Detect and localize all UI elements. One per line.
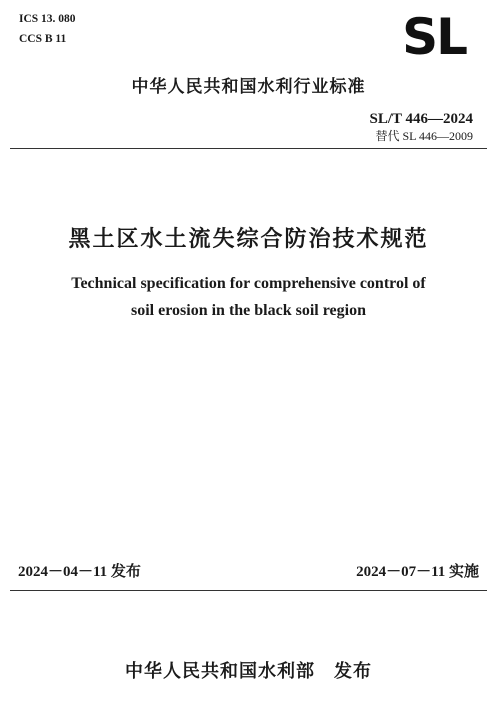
ccs-code: CCS B 11 bbox=[19, 33, 67, 45]
ics-code: ICS 13. 080 bbox=[19, 13, 76, 25]
top-divider bbox=[10, 148, 487, 149]
title-english bbox=[0, 270, 497, 324]
bottom-divider bbox=[10, 590, 487, 591]
replaces-standard: 替代 SL 446—2009 bbox=[375, 129, 473, 143]
issue-date: 2024－04－11 发布 bbox=[18, 564, 141, 580]
title-english-line-1: Technical specification for comprehensive control of bbox=[71, 275, 426, 292]
sl-logo bbox=[393, 14, 475, 58]
title-english-line-2: soil erosion in the black soil region bbox=[131, 302, 366, 319]
sl-logo-text: SL bbox=[402, 14, 466, 58]
standard-number-block bbox=[370, 110, 474, 144]
industry-standard-title: 中华人民共和国水利行业标准 bbox=[131, 77, 366, 97]
title-chinese: 黑土区水土流失综合防治技术规范 bbox=[68, 227, 429, 252]
issuing-authority: 中华人民共和国水利部 发布 bbox=[125, 661, 372, 682]
classification-codes bbox=[19, 9, 76, 49]
implementation-date: 2024－07－11 实施 bbox=[356, 564, 479, 580]
standard-number: SL/T 446—2024 bbox=[369, 111, 473, 127]
